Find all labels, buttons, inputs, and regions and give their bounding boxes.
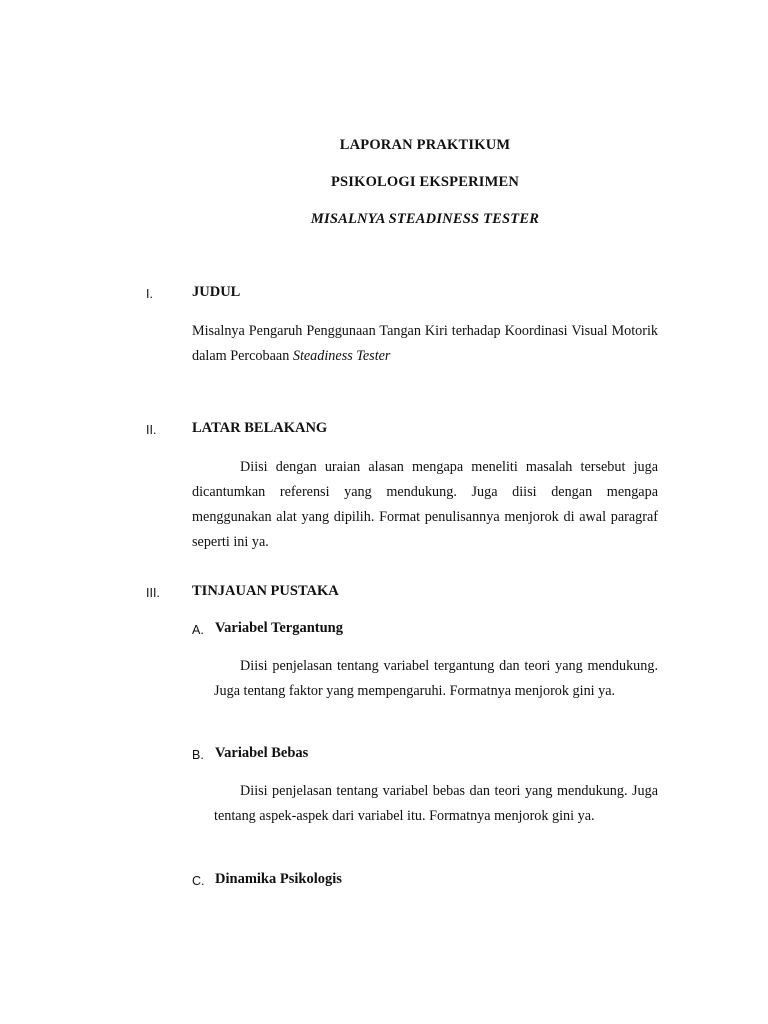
subsection-label: A.: [192, 623, 204, 637]
judul-italic-text: Steadiness Tester: [292, 348, 391, 364]
subsection-heading-dinamika-psikologis: Dinamika Psikologis: [215, 871, 342, 887]
section-numeral: I.: [146, 287, 153, 301]
section-body-latar-belakang: Diisi dengan uraian alasan mengapa meneliti masalah tersebut juga dicantumkan referensi yang mendukung. Juga diisi dengan mengapa menggunakan alat yang dipilih. Format penulisannya menjorok di awal paragraf seperti ini ya.: [192, 459, 658, 550]
section-numeral: III.: [146, 586, 160, 600]
section-heading-latar-belakang: LATAR BELAKANG: [192, 420, 328, 436]
subsection-label: B.: [192, 748, 204, 762]
section-heading-tinjauan-pustaka: TINJAUAN PUSTAKA: [192, 583, 339, 599]
subsection-label: C.: [192, 874, 205, 888]
subsection-heading-variabel-bebas: Variabel Bebas: [215, 745, 309, 761]
report-title: LAPORAN PRAKTIKUM: [339, 137, 511, 153]
subsection-body-variabel-bebas: Diisi penjelasan tentang variabel bebas dan teori yang mendukung. Juga tentang aspek-aspek dari variabel itu. Formatnya menjorok gini ya.: [214, 783, 658, 824]
experiment-title: MISALNYA STEADINESS TESTER: [310, 211, 540, 227]
subsection-heading-variabel-tergantung: Variabel Tergantung: [215, 620, 343, 636]
section-numeral: II.: [146, 423, 157, 437]
section-heading-judul: JUDUL: [192, 284, 241, 300]
course-title: PSIKOLOGI EKSPERIMEN: [330, 174, 520, 190]
section-body-judul: [192, 319, 658, 369]
subsection-body-variabel-tergantung: Diisi penjelasan tentang variabel tergantung dan teori yang mendukung. Juga tentang faktor yang mempengaruhi. Formatnya menjorok gini ya.: [214, 658, 658, 699]
judul-text: Misalnya Pengaruh Penggunaan Tangan Kiri terhadap Koordinasi Visual Motorik dalam Percobaan: [192, 323, 658, 364]
